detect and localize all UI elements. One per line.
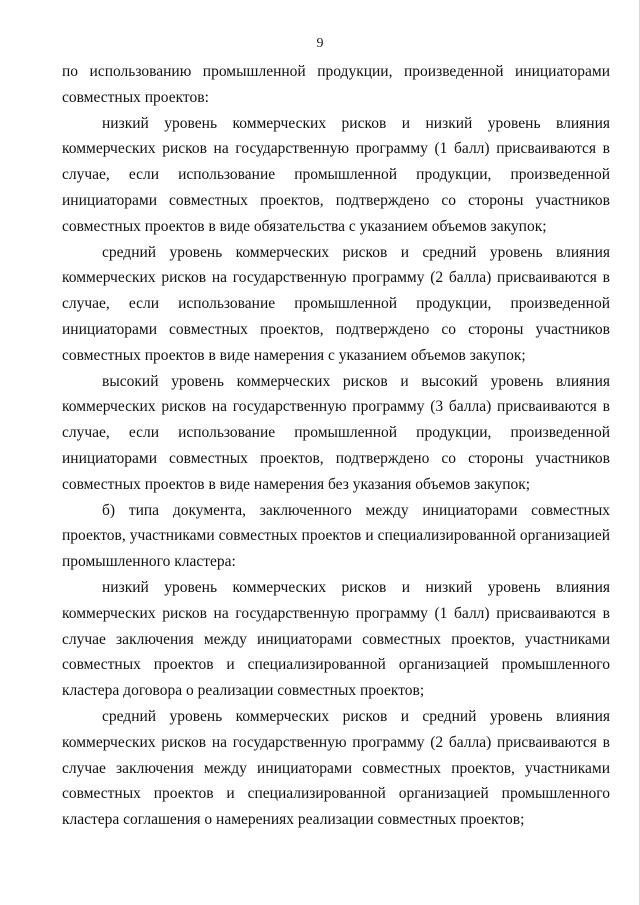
paragraph-continuation: по использованию промышленной продукции, произведенной инициаторами совместных проектов:: [62, 63, 610, 106]
paragraph-medium-risk-usage: средний уровень коммерческих рисков и средний уровень влияния коммерческих рисков на государственную программу (2 балла) присваиваются в случае, если использование промышленной продукции, произведенной инициаторами совместных проектов, подтверждено со стороны участников совместных проектов в виде намерения с указанием объемов закупок;: [62, 243, 610, 364]
paragraph-high-risk-usage: высокий уровень коммерческих рисков и высокий уровень влияния коммерческих рисков на государственную программу (3 балла) присваиваются в случае, если использование промышленной продукции, произведенной инициаторами совместных проектов, подтверждено со стороны участников совместных проектов в виде намерения без указания объемов закупок;: [62, 372, 610, 493]
paragraph-low-risk-usage: низкий уровень коммерческих рисков и низкий уровень влияния коммерческих рисков на государственную программу (1 балл) присваиваются в случае, если использование промышленной продукции, произведенной инициаторами совместных проектов, подтверждено со стороны участников совместных проектов в виде обязательства с указанием объемов закупок;: [62, 114, 610, 235]
document-body: [62, 59, 610, 833]
page-number: 9: [316, 36, 324, 51]
paragraph-low-risk-contract: низкий уровень коммерческих рисков и низкий уровень влияния коммерческих рисков на государственную программу (1 балл) присваиваются в случае заключения между инициаторами совместных проектов, участниками совместных проектов и специализированной организацией промышленного кластера договора о реализации совместных проектов;: [62, 578, 610, 700]
paragraph-medium-risk-agreement: средний уровень коммерческих рисков и средний уровень влияния коммерческих рисков на государственную программу (2 балла) присваиваются в случае заключения между инициаторами совместных проектов, участниками совместных проектов и специализированной организацией промышленного кластера соглашения о намерениях реализации совместных проектов;: [62, 707, 610, 829]
paragraph-document-type: б) типа документа, заключенного между инициаторами совместных проектов, участниками совместных проектов и специализированной организацией промышленного кластера:: [62, 501, 610, 571]
